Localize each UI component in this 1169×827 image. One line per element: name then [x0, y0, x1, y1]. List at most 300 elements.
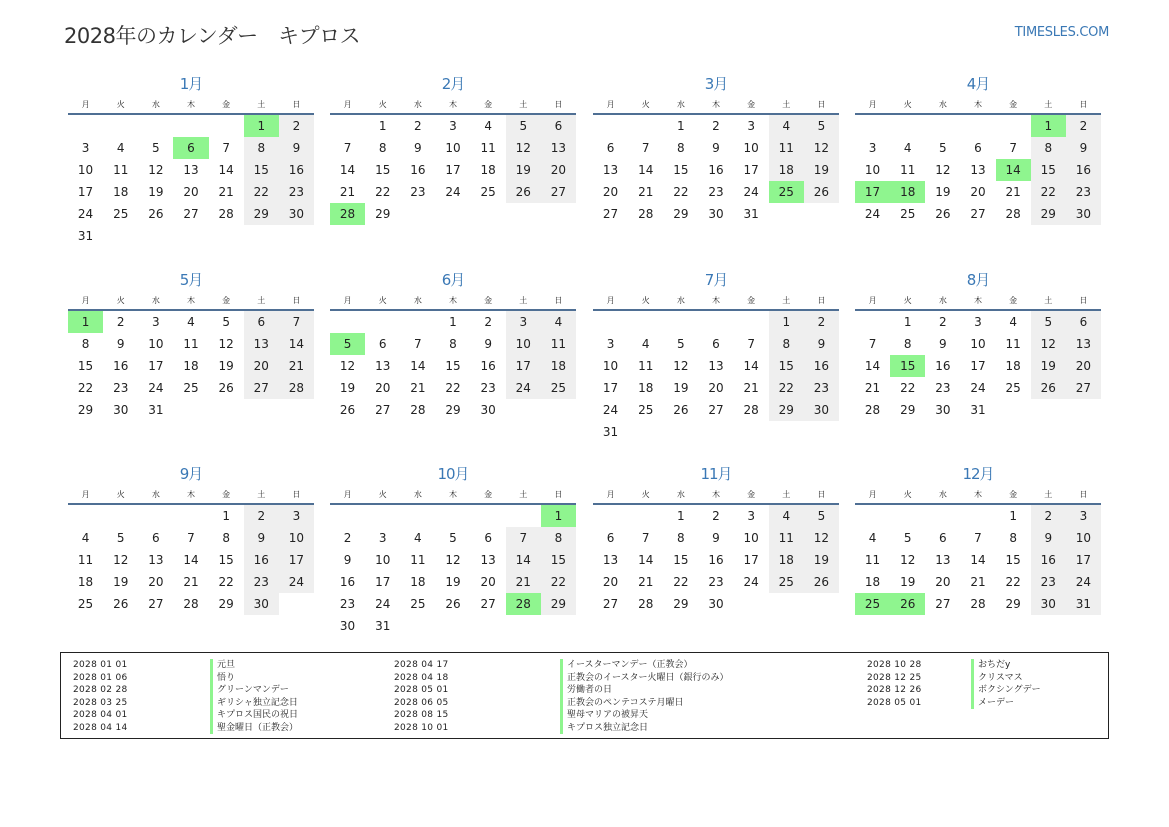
calendar-empty-cell	[173, 504, 208, 527]
calendar-day: 12	[218, 337, 234, 351]
calendar-day: 28	[506, 593, 541, 615]
calendar-day: 15	[244, 159, 279, 181]
calendar-empty-cell	[506, 615, 541, 637]
calendar-day: 6	[378, 337, 387, 351]
calendar-empty-cell	[1031, 399, 1066, 421]
calendar-day: 1	[903, 315, 912, 329]
calendar-day: 15	[769, 355, 804, 377]
calendar-day: 16	[708, 163, 724, 177]
calendar-empty-cell	[663, 310, 698, 333]
calendar-day: 19	[113, 575, 129, 589]
calendar-day: 29	[375, 207, 391, 221]
calendar-day: 25	[900, 207, 916, 221]
calendar-day: 22	[244, 181, 279, 203]
calendar-day: 15	[1005, 553, 1021, 567]
calendar-day: 15	[1031, 159, 1066, 181]
holiday-date: 2028 01 01	[73, 660, 128, 670]
calendar-day: 27	[602, 597, 619, 611]
calendar-day: 11	[541, 333, 576, 355]
calendar-day: 18	[77, 575, 94, 589]
calendar-day: 5	[330, 333, 365, 355]
weekday-header: 金	[209, 95, 244, 114]
calendar-empty-cell	[804, 421, 839, 443]
calendar-day: 12	[1031, 333, 1066, 355]
weekday-header: 土	[1031, 291, 1066, 310]
site-link[interactable]: TIMESLES.COM	[1014, 25, 1109, 40]
calendar-day: 3	[506, 310, 541, 333]
weekday-header: 日	[541, 291, 576, 310]
calendar-day: 6	[606, 531, 615, 545]
calendar-day: 9	[939, 337, 947, 351]
calendar-empty-cell	[506, 203, 541, 225]
calendar-day: 5	[222, 315, 230, 329]
holiday-date: 2028 04 18	[394, 672, 449, 683]
calendar-day: 10	[970, 337, 986, 351]
calendar-day: 5	[506, 114, 541, 137]
weekday-header: 火	[103, 485, 138, 504]
calendar-day: 25	[183, 381, 199, 395]
calendar-day: 31	[970, 403, 986, 417]
weekday-header: 月	[330, 291, 365, 310]
calendar-day: 2	[939, 315, 947, 329]
calendar-empty-cell	[103, 225, 138, 247]
calendar-day: 25	[855, 593, 890, 615]
weekday-header: 月	[68, 485, 103, 504]
calendar-day: 28	[970, 597, 986, 611]
weekday-header: 木	[173, 95, 208, 114]
calendar-day: 22	[673, 185, 689, 199]
calendar-day: 23	[804, 377, 839, 399]
calendar-day: 20	[935, 575, 951, 589]
weekday-header: 金	[471, 485, 506, 504]
calendar-empty-cell	[138, 114, 173, 137]
weekday-header: 水	[663, 95, 698, 114]
holiday-name: 労働者の日	[567, 685, 613, 695]
weekday-header: 金	[996, 95, 1031, 114]
calendar-day: 9	[1031, 527, 1066, 549]
calendar-day: 14	[506, 549, 541, 571]
calendar-day: 20	[375, 381, 391, 395]
calendar-day: 1	[449, 315, 457, 329]
calendar-day: 16	[410, 163, 426, 177]
weekday-header: 火	[365, 291, 400, 310]
calendar-day: 21	[1005, 185, 1021, 199]
calendar-day: 24	[148, 381, 164, 395]
calendar-day: 21	[218, 185, 234, 199]
calendar-day: 4	[769, 504, 804, 527]
month-title: 2月	[441, 75, 465, 93]
calendar-day: 7	[343, 141, 352, 155]
calendar-day: 3	[1066, 504, 1101, 527]
calendar-day: 11	[769, 527, 804, 549]
calendar-day: 26	[804, 181, 839, 203]
calendar-day: 8	[1031, 137, 1066, 159]
calendar-day: 22	[1031, 181, 1066, 203]
calendar-empty-cell	[804, 203, 839, 225]
calendar-day: 8	[769, 333, 804, 355]
calendar-empty-cell	[734, 593, 769, 615]
month-table	[68, 291, 314, 421]
calendar-day: 13	[935, 553, 951, 567]
calendar-empty-cell	[769, 203, 804, 225]
calendar-day: 28	[183, 597, 199, 611]
weekday-header: 月	[855, 291, 890, 310]
calendar-day: 19	[900, 575, 916, 589]
holiday-list	[60, 652, 1109, 739]
calendar-day: 23	[935, 381, 951, 395]
calendar-empty-cell	[890, 504, 925, 527]
calendar-empty-cell	[1066, 399, 1101, 421]
calendar-day: 19	[804, 549, 839, 571]
calendar-day: 25	[769, 181, 804, 203]
holiday-names-col-2	[560, 659, 729, 734]
calendar-day: 11	[480, 141, 496, 155]
calendar-empty-cell	[996, 399, 1031, 421]
month-table	[855, 95, 1101, 225]
calendar-empty-cell	[541, 399, 576, 421]
weekday-header: 土	[244, 485, 279, 504]
calendar-day: 1	[1009, 509, 1017, 523]
calendar-day: 23	[708, 575, 724, 589]
calendar-day: 13	[183, 163, 199, 177]
calendar-day: 21	[864, 381, 881, 395]
calendar-day: 12	[506, 137, 541, 159]
calendar-day: 16	[480, 359, 496, 373]
calendar-day: 13	[244, 333, 279, 355]
weekday-header: 月	[330, 95, 365, 114]
calendar-empty-cell	[593, 310, 628, 333]
month-title: 11月	[700, 465, 732, 483]
calendar-day: 9	[712, 141, 720, 155]
weekday-header: 木	[698, 485, 733, 504]
calendar-empty-cell	[365, 310, 400, 333]
weekday-header: 日	[541, 485, 576, 504]
weekday-header: 水	[663, 291, 698, 310]
calendar-empty-cell	[209, 225, 244, 247]
calendar-day: 6	[541, 114, 576, 137]
calendar-day: 8	[677, 531, 685, 545]
weekday-header: 土	[506, 95, 541, 114]
month-2	[330, 73, 576, 225]
weekday-header: 水	[138, 485, 173, 504]
calendar-day: 29	[1005, 597, 1021, 611]
calendar-day: 31	[1066, 593, 1101, 615]
calendar-day: 9	[279, 137, 314, 159]
weekday-header: 土	[506, 485, 541, 504]
calendar-day: 23	[113, 381, 129, 395]
calendar-day: 7	[279, 310, 314, 333]
weekday-header: 木	[960, 291, 995, 310]
calendar-day: 24	[864, 207, 881, 221]
month-table	[330, 485, 576, 637]
calendar-day: 10	[506, 333, 541, 355]
holiday-date: 2028 10 28	[867, 660, 922, 670]
calendar-day: 19	[218, 359, 234, 373]
calendar-day: 14	[183, 553, 199, 567]
calendar-day: 11	[410, 553, 426, 567]
calendar-day: 4	[414, 531, 422, 545]
calendar-day: 21	[183, 575, 199, 589]
calendar-day: 10	[148, 337, 164, 351]
calendar-day: 2	[1066, 114, 1101, 137]
calendar-day: 26	[804, 571, 839, 593]
holiday-dates-col-3	[867, 659, 922, 709]
calendar-day: 17	[743, 553, 759, 567]
calendar-day: 25	[410, 597, 426, 611]
calendar-day: 9	[712, 531, 720, 545]
calendar-day: 22	[769, 377, 804, 399]
holiday-name: グリーンマンデー	[217, 685, 289, 695]
weekday-header: 日	[541, 95, 576, 114]
month-table	[855, 291, 1101, 421]
calendar-day: 7	[414, 337, 422, 351]
calendar-empty-cell	[209, 114, 244, 137]
calendar-day: 9	[244, 527, 279, 549]
calendar-empty-cell	[769, 593, 804, 615]
calendar-day: 1	[244, 114, 279, 137]
calendar-empty-cell	[541, 615, 576, 637]
weekday-header: 水	[925, 95, 960, 114]
calendar-day: 26	[935, 207, 951, 221]
holiday-name: メーデー	[978, 697, 1015, 708]
calendar-day: 5	[677, 337, 685, 351]
calendar-empty-cell	[593, 114, 628, 137]
calendar-day: 4	[116, 141, 125, 155]
calendar-day: 12	[339, 359, 356, 373]
calendar-day: 16	[708, 553, 724, 567]
calendar-day: 13	[480, 553, 496, 567]
calendar-empty-cell	[435, 504, 470, 527]
calendar-day: 10	[1066, 527, 1101, 549]
weekday-header: 火	[365, 95, 400, 114]
calendar-day: 27	[244, 377, 279, 399]
calendar-day: 28	[864, 403, 881, 417]
calendar-day: 19	[935, 185, 951, 199]
month-5	[68, 269, 314, 421]
weekday-header: 火	[628, 95, 663, 114]
holiday-date: 2028 10 01	[394, 722, 449, 733]
weekday-header: 日	[279, 291, 314, 310]
calendar-day: 29	[445, 403, 461, 417]
calendar-day: 19	[506, 159, 541, 181]
calendar-empty-cell	[855, 504, 890, 527]
calendar-day: 21	[279, 355, 314, 377]
calendar-day: 6	[484, 531, 492, 545]
weekday-header: 日	[804, 95, 839, 114]
calendar-day: 5	[804, 504, 839, 527]
calendar-day: 15	[541, 549, 576, 571]
month-8	[855, 269, 1101, 421]
calendar-empty-cell	[138, 504, 173, 527]
calendar-day: 13	[148, 553, 164, 567]
weekday-header: 火	[890, 95, 925, 114]
calendar-day: 25	[769, 571, 804, 593]
calendar-day: 18	[480, 163, 496, 177]
calendar-day: 31	[148, 403, 164, 417]
calendar-day: 4	[541, 310, 576, 333]
calendar-day: 16	[1031, 549, 1066, 571]
weekday-header: 水	[400, 485, 435, 504]
calendar-day: 29	[77, 403, 94, 417]
calendar-empty-cell	[365, 504, 400, 527]
calendar-day: 15	[218, 553, 234, 567]
calendar-day: 12	[445, 553, 461, 567]
calendar-day: 24	[743, 575, 759, 589]
calendar-day: 18	[638, 381, 654, 395]
weekday-header: 土	[769, 95, 804, 114]
calendar-day: 13	[375, 359, 391, 373]
calendar-day: 26	[673, 403, 689, 417]
calendar-day: 28	[330, 203, 365, 225]
calendar-day: 29	[1031, 203, 1066, 225]
weekday-header: 木	[435, 291, 470, 310]
calendar-empty-cell	[471, 504, 506, 527]
calendar-day: 1	[1031, 114, 1066, 137]
holiday-name: ギリシャ独立記念日	[217, 697, 298, 708]
calendar-day: 10	[743, 141, 759, 155]
calendar-empty-cell	[330, 114, 365, 137]
calendar-day: 30	[708, 597, 724, 611]
calendar-empty-cell	[400, 504, 435, 527]
calendar-empty-cell	[769, 421, 804, 443]
calendar-empty-cell	[960, 114, 995, 137]
calendar-day: 17	[375, 575, 391, 589]
calendar-empty-cell	[244, 225, 279, 247]
weekday-header: 木	[960, 95, 995, 114]
calendar-day: 20	[148, 575, 164, 589]
calendar-day: 29	[541, 593, 576, 615]
calendar-empty-cell	[890, 114, 925, 137]
calendar-day: 17	[1066, 549, 1101, 571]
calendar-day: 30	[113, 403, 129, 417]
calendar-day: 8	[378, 141, 387, 155]
weekday-header: 土	[244, 95, 279, 114]
calendar-day: 8	[903, 337, 912, 351]
calendar-day: 28	[743, 403, 759, 417]
calendar-empty-cell	[330, 504, 365, 527]
holiday-name: おちだy	[978, 660, 1011, 670]
calendar-day: 23	[480, 381, 496, 395]
weekday-header: 水	[138, 95, 173, 114]
calendar-day: 10	[279, 527, 314, 549]
calendar-day: 26	[890, 593, 925, 615]
calendar-day: 1	[378, 119, 387, 133]
calendar-day: 5	[449, 531, 457, 545]
calendar-day: 28	[638, 597, 654, 611]
calendar-day: 28	[279, 377, 314, 399]
calendar-day: 30	[1031, 593, 1066, 615]
holiday-date: 2028 02 28	[73, 685, 128, 695]
weekday-header: 金	[209, 291, 244, 310]
calendar-day: 14	[638, 553, 654, 567]
weekday-header: 月	[330, 485, 365, 504]
weekday-header: 土	[1031, 485, 1066, 504]
calendar-day: 12	[148, 163, 164, 177]
calendar-day: 10	[864, 163, 881, 177]
calendar-day: 11	[864, 553, 881, 567]
calendar-empty-cell	[960, 504, 995, 527]
calendar-day: 5	[152, 141, 160, 155]
calendar-day: 13	[602, 163, 619, 177]
calendar-day: 3	[606, 337, 615, 351]
calendar-empty-cell	[279, 399, 314, 421]
calendar-day: 11	[183, 337, 199, 351]
calendar-day: 17	[743, 163, 759, 177]
weekday-header: 木	[698, 95, 733, 114]
weekday-header: 日	[804, 291, 839, 310]
calendar-day: 12	[900, 553, 916, 567]
calendar-empty-cell	[628, 421, 663, 443]
calendar-day: 27	[602, 207, 619, 221]
calendar-day: 20	[244, 355, 279, 377]
calendar-empty-cell	[173, 114, 208, 137]
weekday-header: 火	[628, 291, 663, 310]
weekday-header: 水	[925, 291, 960, 310]
calendar-empty-cell	[138, 225, 173, 247]
calendar-day: 26	[339, 403, 356, 417]
calendar-day: 5	[903, 531, 912, 545]
calendar-day: 14	[743, 359, 759, 373]
calendar-day: 24	[445, 185, 461, 199]
calendar-empty-cell	[925, 504, 960, 527]
calendar-day: 6	[712, 337, 720, 351]
month-table	[593, 485, 839, 615]
calendar-day: 27	[541, 181, 576, 203]
calendar-day: 30	[244, 593, 279, 615]
holiday-date: 2028 12 25	[867, 672, 922, 683]
holiday-name: 悟り	[217, 672, 236, 683]
calendar-day: 23	[410, 185, 426, 199]
calendar-day: 21	[970, 575, 986, 589]
calendar-day: 24	[506, 377, 541, 399]
weekday-header: 水	[400, 95, 435, 114]
holiday-dates-col-2	[394, 659, 449, 734]
calendar-day: 20	[602, 575, 619, 589]
weekday-header: 木	[173, 485, 208, 504]
calendar-day: 30	[339, 619, 356, 633]
calendar-day: 16	[339, 575, 356, 589]
month-title: 6月	[441, 271, 465, 289]
calendar-day: 30	[279, 203, 314, 225]
calendar-day: 30	[935, 403, 951, 417]
calendar-day: 17	[602, 381, 619, 395]
calendar-day: 20	[970, 185, 986, 199]
calendar-day: 19	[1031, 355, 1066, 377]
calendar-day: 22	[77, 381, 94, 395]
month-table	[855, 485, 1101, 615]
calendar-day: 14	[996, 159, 1031, 181]
calendar-day: 8	[1009, 531, 1017, 545]
weekday-header: 金	[996, 291, 1031, 310]
calendar-day: 30	[1066, 203, 1101, 225]
holiday-names-col-1	[210, 659, 298, 734]
calendar-day: 2	[804, 310, 839, 333]
calendar-day: 17	[506, 355, 541, 377]
calendar-day: 16	[1066, 159, 1101, 181]
weekday-header: 木	[698, 291, 733, 310]
calendar-day: 3	[974, 315, 982, 329]
calendar-day: 18	[183, 359, 199, 373]
weekday-header: 土	[506, 291, 541, 310]
calendar-day: 8	[244, 137, 279, 159]
calendar-day: 20	[708, 381, 724, 395]
month-table	[68, 95, 314, 247]
calendar-day: 7	[747, 337, 755, 351]
calendar-day: 6	[152, 531, 160, 545]
calendar-day: 11	[900, 163, 916, 177]
calendar-day: 28	[218, 207, 234, 221]
holiday-date: 2028 12 26	[867, 685, 922, 695]
